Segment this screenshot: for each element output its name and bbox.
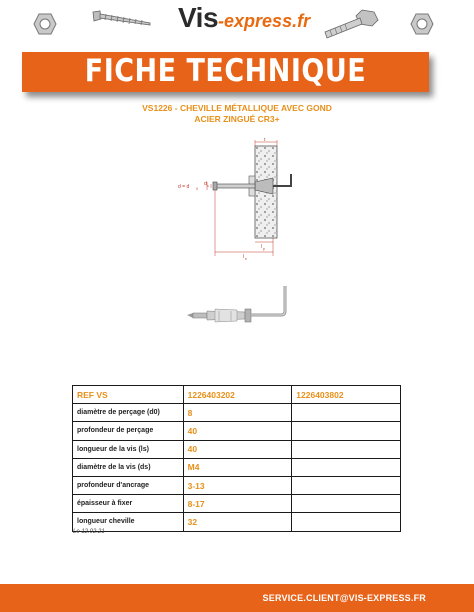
hex-nut-icon	[33, 13, 57, 35]
spec-table	[72, 385, 401, 532]
page-header	[0, 0, 474, 48]
product-title	[0, 103, 474, 125]
row-value: 8	[183, 404, 292, 422]
dim-t-label: t	[264, 138, 266, 143]
row-value2	[292, 404, 401, 422]
table-row	[73, 476, 401, 494]
row-label: diamètre de la vis (ds)	[73, 458, 184, 476]
row-value2	[292, 476, 401, 494]
title-banner	[22, 52, 429, 92]
row-label: profondeur de perçage	[73, 422, 184, 440]
row-value: 3-13	[183, 476, 292, 494]
row-value2	[292, 422, 401, 440]
table-row	[73, 513, 401, 531]
dim-d-sub: 0	[196, 187, 198, 191]
dim-ds-sub: s	[207, 184, 209, 188]
hex-bolt-icon	[322, 8, 380, 40]
row-value2	[292, 458, 401, 476]
product-photo	[185, 282, 295, 334]
wood-screw-icon	[92, 10, 154, 28]
dim-ls-label: l	[243, 254, 245, 260]
row-value: 32	[183, 513, 292, 531]
row-value2	[292, 513, 401, 531]
table-row	[73, 404, 401, 422]
product-title-line2: ACIER ZINGUÉ CR3+	[194, 114, 280, 124]
dim-lp-label: l	[261, 244, 263, 250]
dim-lp-sub: p	[263, 247, 265, 251]
logo-suffix: -express.fr	[218, 11, 311, 31]
table-row	[73, 495, 401, 513]
product-title-line1: VS1226 - CHEVILLE MÉTALLIQUE AVEC GOND	[142, 103, 332, 113]
brand-logo	[178, 2, 310, 34]
table-header-label: REF VS	[73, 386, 184, 404]
row-label: profondeur d'ancrage	[73, 476, 184, 494]
dim-d-label: d = d	[178, 184, 190, 190]
row-label: diamètre de perçage (d0)	[73, 404, 184, 422]
table-row	[73, 440, 401, 458]
document-date: Le 12.02.21	[73, 529, 105, 535]
table-header-ref1: 1226403202	[183, 386, 292, 404]
row-value: 8-17	[183, 495, 292, 513]
logo-brand: Vis	[178, 2, 219, 33]
row-value2	[292, 440, 401, 458]
row-value2	[292, 495, 401, 513]
table-header-row	[73, 386, 401, 404]
table-row	[73, 422, 401, 440]
row-value: 40	[183, 422, 292, 440]
technical-diagram	[175, 138, 305, 260]
row-label: épaisseur à fixer	[73, 495, 184, 513]
page-footer	[0, 584, 474, 612]
banner-title: FICHE TECHNIQUE	[84, 53, 367, 90]
row-label: longueur de la vis (ls)	[73, 440, 184, 458]
hex-nut-icon	[410, 13, 434, 35]
row-value: M4	[183, 458, 292, 476]
dim-ls-sub: s	[245, 257, 247, 260]
table-header-ref2: 1226403802	[292, 386, 401, 404]
row-value: 40	[183, 440, 292, 458]
dim-ds-label: d	[204, 181, 207, 187]
table-row	[73, 458, 401, 476]
row-label: longueur cheville	[73, 513, 184, 531]
service-email-link[interactable]: SERVICE.CLIENT@VIS-EXPRESS.FR	[262, 593, 426, 603]
